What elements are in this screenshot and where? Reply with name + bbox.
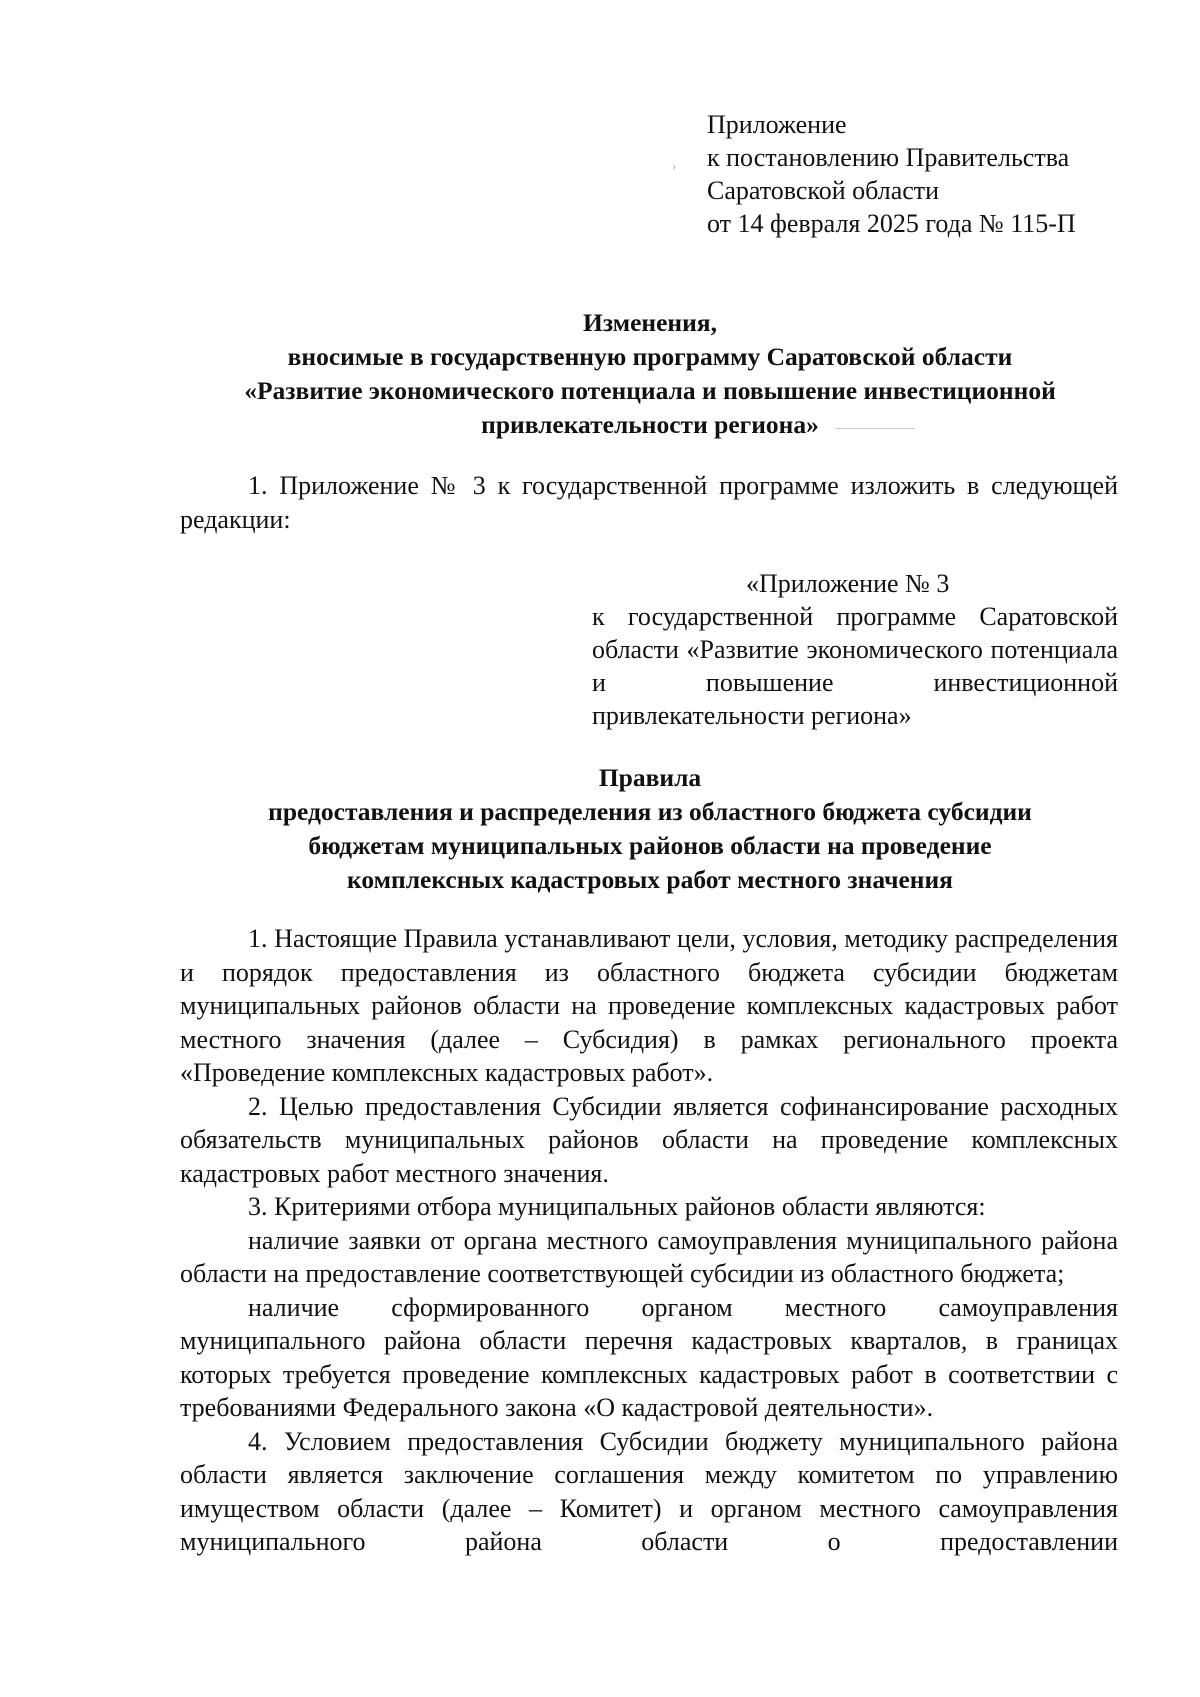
title-line: Изменения, (583, 308, 717, 337)
changes-title (180, 306, 1120, 442)
rules-title (180, 761, 1120, 897)
scan-speck: › (672, 159, 676, 173)
annex-date-number: от 14 февраля 2025 года № 115-П (707, 209, 1076, 238)
paragraph: 2. Целью предоставления Субсидии является софинансирование расходных обязательств муниципальных районов области на проведение комплексных кадастровых работ местного значения. (180, 1091, 1118, 1188)
paragraph: наличие заявки от органа местного самоуправления муниципального района области на предоставление соответствующей субсидии из областного бюджета; (180, 1225, 1118, 1288)
paragraph: 1. Приложение № 3 к государственной программе изложить в следующей редакции: (180, 471, 1118, 534)
annex-line: Саратовской области (707, 176, 940, 205)
rules-body (180, 922, 1118, 1559)
title-line: предоставления и распределения из областного бюджета субсидии (268, 797, 1032, 826)
title-line: «Развитие экономического потенциала и повышение инвестиционной (244, 376, 1056, 405)
annex-header (707, 108, 1076, 240)
title-line: комплексных кадастровых работ местного значения (347, 865, 953, 894)
paragraph: наличие сформированного органом местного самоуправления муниципального района области перечня кадастровых кварталов, в границах которых требуется проведение комплексных кадастровых работ в соответствии с требованиями Федерального закона «О кадастровой деятельности». (180, 1292, 1118, 1422)
scan-line-artifact (835, 428, 915, 429)
title-line: Правила (598, 763, 702, 792)
title-line: бюджетам муниципальных районов области на проведение (308, 831, 992, 860)
paragraph: 1. Настоящие Правила устанавливают цели, условия, методику распределения и порядок предоставления из областного бюджета субсидии бюджетам муниципальных районов области на проведение комплексных кадастровых работ местного значения (далее – Субсидия) в рамках регионального проекта «Проведение комплексных кадастровых работ». (180, 924, 1118, 1087)
title-line: вносимые в государственную программу Саратовской области (287, 342, 1013, 371)
paragraph: 4. Условием предоставления Субсидии бюджету муниципального района области является заключение соглашения между комитетом по управлению имуществом области (далее – Комитет) и органом местного самоуправления муниципального района области о предоставлении (180, 1426, 1118, 1556)
title-line: привлекательности региона» (481, 410, 819, 439)
annex-line: Приложение (707, 110, 847, 139)
annex-line: к постановлению Правительства (707, 143, 1070, 172)
annex-3-title: «Приложение № 3 (746, 569, 950, 598)
annex-3-reference: к государственной программе Саратовской области «Развитие экономического потенциала и повышение инвестиционной привлекательности региона» (592, 602, 1118, 730)
annex-3-header (592, 567, 1118, 732)
item-1 (180, 469, 1118, 536)
paragraph: 3. Критериями отбора муниципальных районов области являются: (248, 1192, 986, 1221)
